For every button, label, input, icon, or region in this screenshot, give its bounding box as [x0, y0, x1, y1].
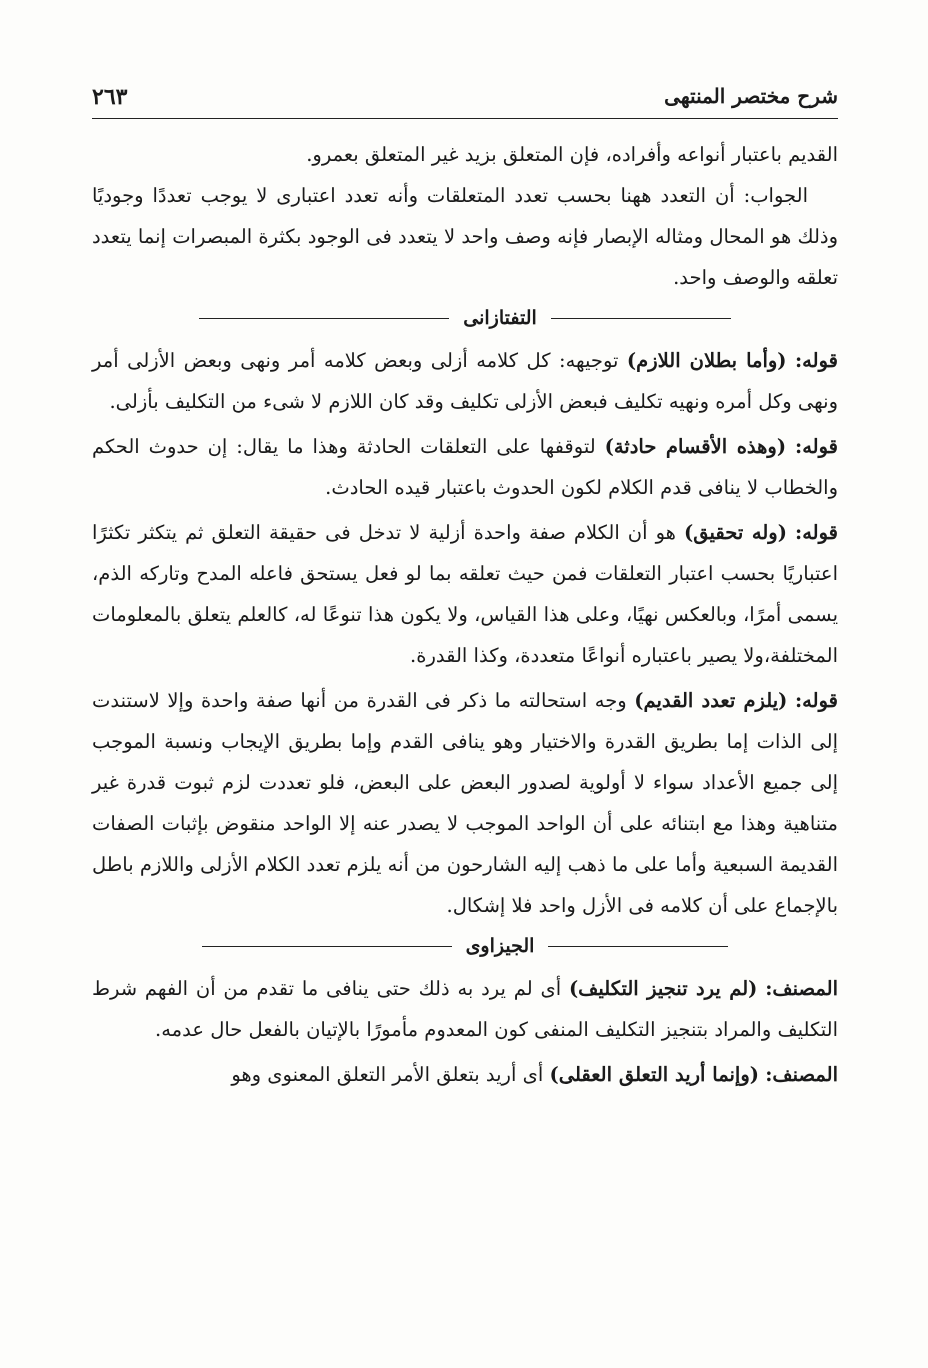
page-body — [92, 134, 838, 1095]
divider-line-left — [199, 318, 449, 319]
section-heading: الجيزاوى — [465, 935, 535, 957]
divider-line-left — [202, 946, 452, 947]
commentary-paragraph — [92, 1054, 838, 1095]
section-divider-taftazani — [92, 300, 838, 336]
paragraph-answer: الجواب: أن التعدد ههنا بحسب تعدد المتعلقات وأنه تعدد اعتبارى لا يوجب تعددًا وجوديًا وذلك هو المحال ومثاله الإبصار فإنه وصف واحد لا يتعدد فى الوجود بكثرة المبصرات إنما يتعدد تعلقه والوصف واحد. — [92, 184, 838, 289]
commentary-label: المصنف: — [765, 977, 838, 1000]
commentary-paragraph — [92, 680, 838, 926]
commentary-label: قوله: — [795, 435, 839, 458]
running-title: شرح مختصر المنتهى — [664, 84, 838, 108]
commentary-paragraph — [92, 968, 838, 1050]
commentary-label: قوله: — [794, 689, 838, 712]
quoted-phrase: (لم يرد تنجيز التكليف) — [568, 977, 758, 1000]
quoted-phrase: (وهذه الأقسام حادثة) — [604, 435, 787, 458]
divider-line-right — [548, 946, 728, 947]
section-divider-jizawi — [92, 928, 838, 964]
commentary-paragraph — [92, 340, 838, 422]
commentary-text: أى لم يرد به ذلك حتى ينافى ما تقدم من أن الفهم شرط التكليف والمراد بتنجيز التكليف المنفى كون المعدوم مأمورًا بالإتيان بالفعل حال عدمه. — [92, 977, 838, 1041]
header-rule — [92, 118, 838, 119]
divider-line-right — [551, 318, 731, 319]
quoted-phrase: (وإنما أريد التعلق العقلى) — [549, 1063, 759, 1086]
commentary-paragraph — [92, 426, 838, 508]
commentary-label: قوله: — [794, 349, 838, 372]
commentary-text: أى أريد بتعلق الأمر التعلق المعنوى وهو — [231, 1063, 550, 1086]
section-heading: التفتازانى — [463, 307, 537, 329]
quoted-phrase: (وأما بطلان اللازم) — [626, 349, 787, 372]
commentary-text: وجه استحالته ما ذكر فى القدرة من أنها صفة واحدة وإلا لاستندت إلى الذات إما بطريق القدرة والاختيار وهو ينافى القدم وإما بطريق الإيجاب ونسبة الموجب إلى جميع الأعداد سواء لا أولوية لصدور البعض على البعض، فلو تعددت لزم ثبوت قدرة غير متناهية وهذا مع ابتنائه على أن الواحد الموجب لا يصدر عنه إلا الواحد منقوض بإثبات الصفات القديمة السبعية وأما على ما ذهب إليه الشارحون من أنه يلزم تعدد الكلام الأزلى واللازم باطل بالإجماع على أن كلامه فى الأزل واحد فلا إشكال. — [92, 689, 838, 917]
page-header — [92, 84, 838, 118]
commentary-label: المصنف: — [765, 1063, 838, 1086]
commentary-text: توجيهه: كل كلامه أزلى وبعض كلامه أمر ونهى وبعض الأزلى أمر ونهى وكل أمره ونهيه تكليف فبعض الأزلى تكليف وقد كان اللازم لا شىء من التكليف بأزلى. — [92, 349, 838, 413]
page-number: ٢٦٣ — [92, 84, 128, 110]
commentary-paragraph — [92, 512, 838, 676]
commentary-label: قوله: — [795, 521, 838, 544]
commentary-text: هو أن الكلام صفة واحدة أزلية لا تدخل فى حقيقة التعلق ثم يتكثر تكثرًا اعتباريًا بحسب اعتبار التعلقات فمن حيث تعلقه بما لو فعل يستحق فاعله المدح وتاركه الذم، يسمى أمرًا، وبالعكس نهيًا، وعلى هذا القياس، ولا يكون هذا تنوعًا له، كالعلم يتعلق بالمعلومات المختلفة،ولا يصير باعتباره أنواعًا متعددة، وكذا القدرة. — [92, 521, 838, 667]
quoted-phrase: (يلزم تعدد القديم) — [634, 689, 788, 712]
paragraph-continuation: القديم باعتبار أنواعه وأفراده، فإن المتعلق بزيد غير المتعلق بعمرو. — [306, 143, 838, 166]
quoted-phrase: (وله تحقيق) — [684, 521, 787, 544]
commentary-text: لتوقفها على التعلقات الحادثة وهذا ما يقال: إن حدوث الحكم والخطاب لا ينافى قدم الكلام لكون الحدوث باعتبار قيده الحادث. — [92, 435, 838, 499]
